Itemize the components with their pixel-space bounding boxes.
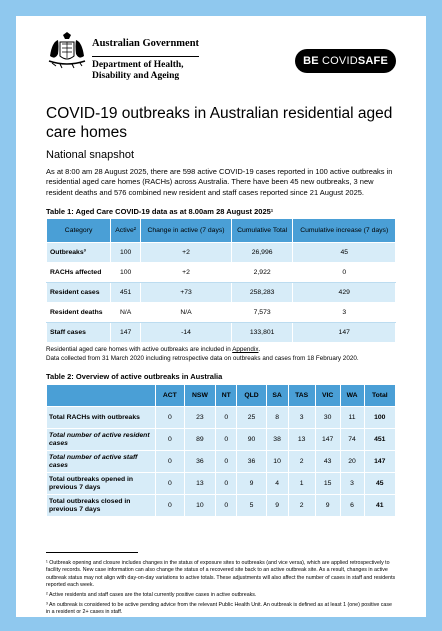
- table-cell: 6: [340, 495, 364, 517]
- row-label: Total outbreaks opened in previous 7 days: [47, 473, 156, 495]
- badge-safe: SAFE: [357, 55, 388, 67]
- table-cell: 100: [111, 243, 141, 263]
- footnote-divider: [46, 552, 138, 553]
- note-data-collection: Data collected from 31 March 2020 including retrospective data on outbreaks and cases from 18 February 2020.: [46, 354, 359, 362]
- row-label: Total RACHs with outbreaks: [47, 407, 156, 429]
- table-cell: 0: [216, 407, 237, 429]
- table-cell: 36: [184, 451, 216, 473]
- table-cell: 0: [216, 495, 237, 517]
- table-cell: 0: [216, 429, 237, 451]
- gov-name: Australian Government: [92, 38, 200, 49]
- table1-caption: Table 1: Aged Care COVID-19 data as at 8.00am 28 August 2025¹: [46, 207, 274, 217]
- table-cell: 0: [216, 473, 237, 495]
- table-cell: +73: [141, 283, 232, 303]
- table-cell: +2: [141, 263, 232, 283]
- note-appendix-text: Residential aged care homes with active outbreaks are included in: [46, 346, 233, 354]
- table-cell: 8: [266, 407, 288, 429]
- table2-header-cell: SA: [266, 385, 288, 407]
- table-cell: 9: [237, 473, 266, 495]
- table-cell: 13: [184, 473, 216, 495]
- table-cell: 0: [156, 429, 185, 451]
- table-cell: 89: [184, 429, 216, 451]
- row-label: Total number of active resident cases: [47, 429, 156, 451]
- table-cell: 45: [293, 243, 396, 263]
- table2-header-cell: VIC: [315, 385, 340, 407]
- table-cell: 90: [237, 429, 266, 451]
- table2-header-cell: [47, 385, 156, 407]
- table-cell: 4: [266, 473, 288, 495]
- table-cell: 451: [111, 283, 141, 303]
- table1-notes: [46, 346, 396, 363]
- table2-header-cell: ACT: [156, 385, 185, 407]
- table2-header-cell: NSW: [184, 385, 216, 407]
- table-cell: 36: [237, 451, 266, 473]
- table-cell: 133,801: [231, 323, 293, 343]
- table-row: [47, 303, 396, 323]
- table-cell: 2,922: [231, 263, 293, 283]
- table-row: [47, 451, 396, 473]
- table-cell: 20: [340, 451, 364, 473]
- table-cell: 429: [293, 283, 396, 303]
- row-label: Staff cases: [47, 323, 111, 343]
- table-cell: 11: [340, 407, 364, 429]
- row-label: Total number of active staff cases: [47, 451, 156, 473]
- footnotes: [46, 560, 396, 616]
- table2-caption: Table 2: Overview of active outbreaks in Australia: [46, 372, 223, 382]
- table-cell: 451: [364, 429, 395, 451]
- table-cell: 15: [315, 473, 340, 495]
- table-cell: -14: [141, 323, 232, 343]
- table-cell: 147: [315, 429, 340, 451]
- government-logo: [46, 30, 199, 82]
- table-row: [47, 283, 396, 303]
- table-cell: 74: [340, 429, 364, 451]
- be-covidsafe-badge: [295, 49, 396, 73]
- table-cell: 43: [315, 451, 340, 473]
- table-cell: 147: [111, 323, 141, 343]
- table-cell: 30: [315, 407, 340, 429]
- table1-header-cell: Cumulative increase (7 days): [293, 219, 396, 243]
- table-cell: 25: [237, 407, 266, 429]
- row-label: Resident cases: [47, 283, 111, 303]
- active-outbreaks-table: [46, 384, 396, 517]
- table-cell: 9: [315, 495, 340, 517]
- table-cell: 147: [364, 451, 395, 473]
- footnote: ¹ Outbreak opening and closure includes changes in the status of exposure sites to outbreaks (and vice versa), which are applied retrospectively to facility records. New case information can also change the status of a recovered site back to an active outbreak site. As a result, changes in active outbreak status may not align with day-on-day variations to active totals. These adjustments will also affect the number of cases in staff and residents reported each week.: [46, 560, 396, 588]
- table-cell: N/A: [111, 303, 141, 323]
- table-cell: 100: [111, 263, 141, 283]
- table-row: [47, 495, 396, 517]
- table-cell: +2: [141, 243, 232, 263]
- table-cell: 7,573: [231, 303, 293, 323]
- table-cell: 26,996: [231, 243, 293, 263]
- table-cell: 13: [288, 429, 315, 451]
- page-title: COVID-19 outbreaks in Australian residential aged care homes: [46, 105, 393, 142]
- row-label: RACHs affected: [47, 263, 111, 283]
- appendix-link[interactable]: Appendix: [232, 346, 259, 354]
- table-cell: 1: [288, 473, 315, 495]
- aged-care-data-table: [46, 218, 396, 343]
- intro-paragraph: As at 8:00 am 28 August 2025, there are 598 active COVID-19 cases reported in 100 active outbreaks in residential aged care homes (RACHs) across Australia. There have been 45 new outbreaks, 3 new resident deaths and 576 combined new resident and staff cases reported since 21 August 2025.: [46, 166, 393, 197]
- table-row: [47, 407, 396, 429]
- table-cell: 2: [288, 495, 315, 517]
- page-subtitle: National snapshot: [46, 148, 135, 161]
- table1-header-cell: Category: [47, 219, 111, 243]
- badge-be: BE: [303, 55, 323, 67]
- badge-covid: COVID: [322, 55, 358, 67]
- table-cell: 147: [293, 323, 396, 343]
- table-cell: 10: [184, 495, 216, 517]
- department-name-line1: Department of Health,: [92, 56, 199, 71]
- table1-header-cell: Change in active (7 days): [141, 219, 232, 243]
- table-cell: 23: [184, 407, 216, 429]
- table1-header-cell: Active²: [111, 219, 141, 243]
- header: [46, 30, 396, 86]
- table-cell: 0: [156, 407, 185, 429]
- table-row: [47, 473, 396, 495]
- table-cell: 41: [364, 495, 395, 517]
- table-row: [47, 243, 396, 263]
- table-cell: N/A: [141, 303, 232, 323]
- row-label: Resident deaths: [47, 303, 111, 323]
- footnote: ² Active residents and staff cases are the total currently positive cases in active outbreaks.: [46, 591, 257, 598]
- table-cell: 9: [266, 495, 288, 517]
- table-cell: 3: [288, 407, 315, 429]
- table-cell: 0: [156, 473, 185, 495]
- table1-header-cell: Cumulative Total: [231, 219, 293, 243]
- table2-header-cell: WA: [340, 385, 364, 407]
- table-cell: 100: [364, 407, 395, 429]
- table-cell: 0: [156, 495, 185, 517]
- table-cell: 0: [216, 451, 237, 473]
- document-page: [16, 16, 426, 617]
- table-cell: 38: [266, 429, 288, 451]
- table-row: [47, 429, 396, 451]
- table-cell: 10: [266, 451, 288, 473]
- table2-header-cell: NT: [216, 385, 237, 407]
- coat-of-arms-icon: [46, 30, 88, 70]
- table2-header-cell: QLD: [237, 385, 266, 407]
- department-name-line2: Disability and Ageing: [92, 70, 180, 81]
- table2-header-cell: Total: [364, 385, 395, 407]
- table-cell: 3: [293, 303, 396, 323]
- table-cell: 0: [156, 451, 185, 473]
- table-cell: 3: [340, 473, 364, 495]
- table-row: [47, 263, 396, 283]
- table-row: [47, 323, 396, 343]
- table-cell: 258,283: [231, 283, 293, 303]
- note-appendix-suffix: .: [258, 346, 261, 354]
- table2-header-cell: TAS: [288, 385, 315, 407]
- table-cell: 5: [237, 495, 266, 517]
- footnote: ³ An outbreak is considered to be active pending advice from the relevant Public Health Unit. An outbreak is defined as at least 1 (one) positive case in a resident or 2+ cases in staff.: [46, 601, 392, 616]
- row-label: Total outbreaks closed in previous 7 days: [47, 495, 156, 517]
- table-cell: 2: [288, 451, 315, 473]
- table-cell: 45: [364, 473, 395, 495]
- row-label: Outbreaks³: [47, 243, 111, 263]
- table-cell: 0: [293, 263, 396, 283]
